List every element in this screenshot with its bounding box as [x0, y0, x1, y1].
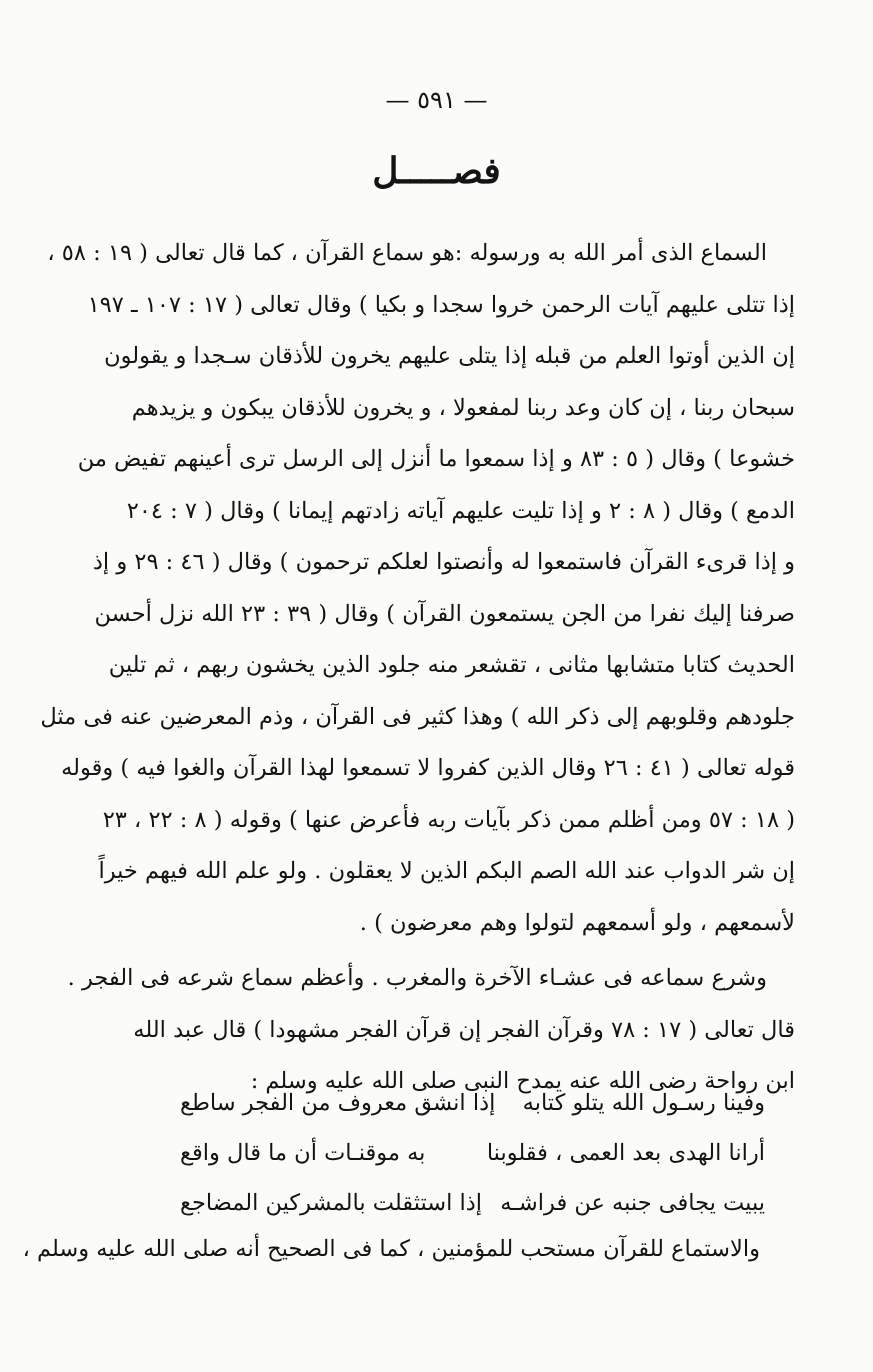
- text-line: إذا تتلى عليهم آيات الرحمن خروا سجدا و بكيا ) وقال تعالى ( ١٧ : ١٠٧ ـ ١٩٧: [87, 291, 795, 318]
- text-line: جلودهم وقلوبهم إلى ذكر الله ) وهذا كثير فى القرآن ، وذم المعرضين عنه فى مثل: [40, 703, 795, 730]
- text-line: سبحان ربنا ، إن كان وعد ربنا لمفعولا ، و يخرون للأذقان يبكون و يزيدهم: [131, 394, 795, 421]
- text-line: الدمع ) وقال ( ٨ : ٢ و إذا تليت عليهم آياته زادتهم إيمانا ) وقال ( ٧ : ٢٠٤: [126, 497, 795, 524]
- poem-verse: [180, 1078, 765, 1128]
- main-text-block: [40, 228, 795, 1108]
- text-line: وشرع سماعه فى عشـاء الآخرة والمغرب . وأعظم سماع شرعه فى الفجر .: [67, 965, 767, 991]
- text-line: ( ١٨ : ٥٧ ومن أظلم ممن ذكر بآيات ربه فأعرض عنها ) وقوله ( ٨ : ٢٢ ، ٢٣: [102, 806, 795, 833]
- text-line: إن شر الدواب عند الله الصم البكم الذين لا يعقلون . ولو علم الله فيهم خيراً: [98, 858, 795, 884]
- page-number: — ٥٩١ —: [385, 86, 488, 114]
- text-line: إن الذين أوتوا العلم من قبله إذا يتلى عليهم يخرون للأذقان سـجدا و يقولون: [104, 343, 795, 369]
- poem-second-hemistich: إذا انشق معروف من الفجر ساطع: [180, 1090, 496, 1116]
- poem-second-hemistich: به موقنـات أن ما قال واقع: [180, 1140, 426, 1166]
- text-line: قوله تعالى ( ٤١ : ٢٦ وقال الذين كفروا لا تسمعوا لهذا القرآن والغوا فيه ) وقوله: [61, 755, 795, 781]
- text-line: قال تعالى ( ١٧ : ٧٨ وقرآن الفجر إن قرآن الفجر مشهودا ) قال عبد الله: [133, 1016, 795, 1043]
- text-line: صرفنا إليك نفرا من الجن يستمعون القرآن ) وقال ( ٣٩ : ٢٣ الله نزل أحسن: [94, 600, 795, 627]
- text-line: لأسمعهم ، ولو أسمعهم لتولوا وهم معرضون ) .: [359, 909, 795, 936]
- text-line: و إذا قرىء القرآن فاستمعوا له وأنصتوا لعلكم ترحمون ) وقال ( ٤٦ : ٢٩ و إذ: [92, 549, 795, 575]
- poem-block: [180, 1078, 765, 1228]
- section-title: فصـــــل: [372, 150, 501, 192]
- text-line: السماع الذى أمر الله به ورسوله :هو سماع القرآن ، كما قال تعالى ( ١٩ : ٥٨ ،: [47, 240, 767, 266]
- paragraph-1: [40, 228, 795, 949]
- poem-first-hemistich: أرانا الهدى بعد العمى ، فقلوبنا: [486, 1140, 765, 1166]
- closing-line: والاستماع للقرآن مستحب للمؤمنين ، كما فى الصحيح أنه صلى الله عليه وسلم ،: [22, 1236, 760, 1262]
- poem-first-hemistich: يبيت يجافى جنبه عن فراشـه: [500, 1190, 765, 1216]
- poem-first-hemistich: وفينا رسـول الله يتلو كتابه: [522, 1090, 765, 1116]
- poem-verse: [180, 1128, 765, 1178]
- poem-verse: [180, 1178, 765, 1228]
- poem-second-hemistich: إذا استثقلت بالمشركين المضاجع: [180, 1190, 483, 1216]
- text-line: ابن رواحة رضى الله عنه يمدح النبى صلى الله عليه وسلم :: [250, 1068, 795, 1094]
- text-line: خشوعا ) وقال ( ٥ : ٨٣ و إذا سمعوا ما أنزل إلى الرسل ترى أعينهم تفيض من: [77, 446, 795, 472]
- text-line: الحديث كتابا متشابها مثانى ، تقشعر منه جلود الذين يخشون ربهم ، ثم تلين: [108, 652, 795, 678]
